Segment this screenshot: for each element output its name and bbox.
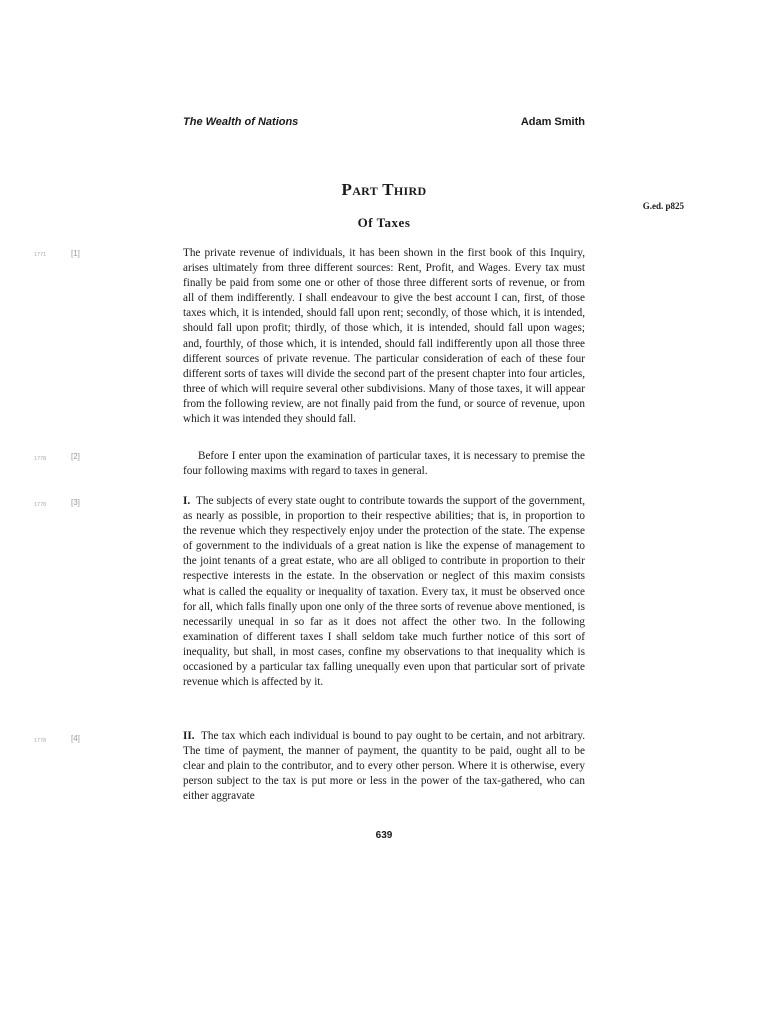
paragraph-4 (183, 729, 585, 804)
paragraph-2 (183, 449, 585, 479)
margin-paragraph-number: [2] (71, 452, 80, 461)
paragraph-1 (183, 246, 585, 427)
paragraph-1-text: The private revenue of individuals, it has been shown in the first book of this Inquiry, arises ultimately from three different sources: Rent, Profit, and Wages. Every tax must finally be paid from some one or other of those three different sorts of revenue, or from all of them indifferently. I shall endeavour to give the best account I can, first, of those taxes which, it is intended, should fall upon rent; secondly, of those which, it is intended, should fall upon profit; thirdly, of those which, it is intended, should fall upon wages; and, fourthly, of those which, it is intended, should fall indifferently upon all those three different sources of private revenue. The particular consideration of each of these four different sorts of taxes will divide the second part of the present chapter into four articles, three of which will require several other subdivisions. Many of those taxes, it will appear from the following review, are not finally paid from the fund, or source of revenue, upon which it was intended they should fall. (183, 247, 585, 426)
paragraph-3 (183, 494, 585, 690)
part-title: Part Third (341, 180, 427, 199)
section-title: Of Taxes (357, 215, 411, 230)
paragraph-3-text: The subjects of every state ought to contribute towards the support of the government, as nearly as possible, in proportion to their respective abilities; that is, in proportion to the revenue which they respectively enjoy under the protection of the state. The expense of government to the individuals of a great nation is like the expense of management to the joint tenants of a great estate, who are all obliged to contribute in proportion to their respective interests in the estate. In the observation or neglect of this maxim consists what is called the equality or inequality of taxation. Every tax, it must be observed once for all, which falls finally upon one only of the three sorts of revenue above mentioned, is necessarily unequal in so far as it does not affect the other two. In the following examination of different taxes I shall seldom take much further notice of this sort of inequality, but shall, in most cases, confine my observations to that inequality which is occasioned by a particular tax falling unequally even upon that particular sort of private revenue which is affected by it. (183, 495, 585, 689)
running-header (183, 116, 585, 130)
paragraph-2-text: Before I enter upon the examination of particular taxes, it is necessary to premise the four following maxims with regard to taxes in general. (183, 450, 585, 478)
margin-paragraph-number: [1] (71, 249, 80, 258)
margin-year: 1778 (34, 738, 47, 744)
margin-year: 1778 (34, 456, 47, 462)
page-number: 639 (375, 830, 393, 841)
glasgow-edition-reference: G.ed. p825 (642, 201, 684, 211)
maxim-numeral: II. (183, 730, 195, 742)
margin-year: 1778 (34, 502, 47, 508)
margin-year: 1771 (34, 252, 47, 258)
paragraph-4-text: The tax which each individual is bound to pay ought to be certain, and not arbitrary. The time of payment, the manner of payment, the quantity to be paid, ought all to be clear and plain to the contributor, and to every other person. Where it is otherwise, every person subject to the tax is put more or less in the power of the tax-gathered, who can either aggravate (183, 730, 585, 803)
author-name: Adam Smith (520, 116, 585, 128)
book-title: The Wealth of Nations (183, 116, 299, 128)
maxim-numeral: I. (183, 495, 191, 507)
margin-paragraph-number: [4] (71, 734, 80, 743)
margin-paragraph-number: [3] (71, 498, 80, 507)
